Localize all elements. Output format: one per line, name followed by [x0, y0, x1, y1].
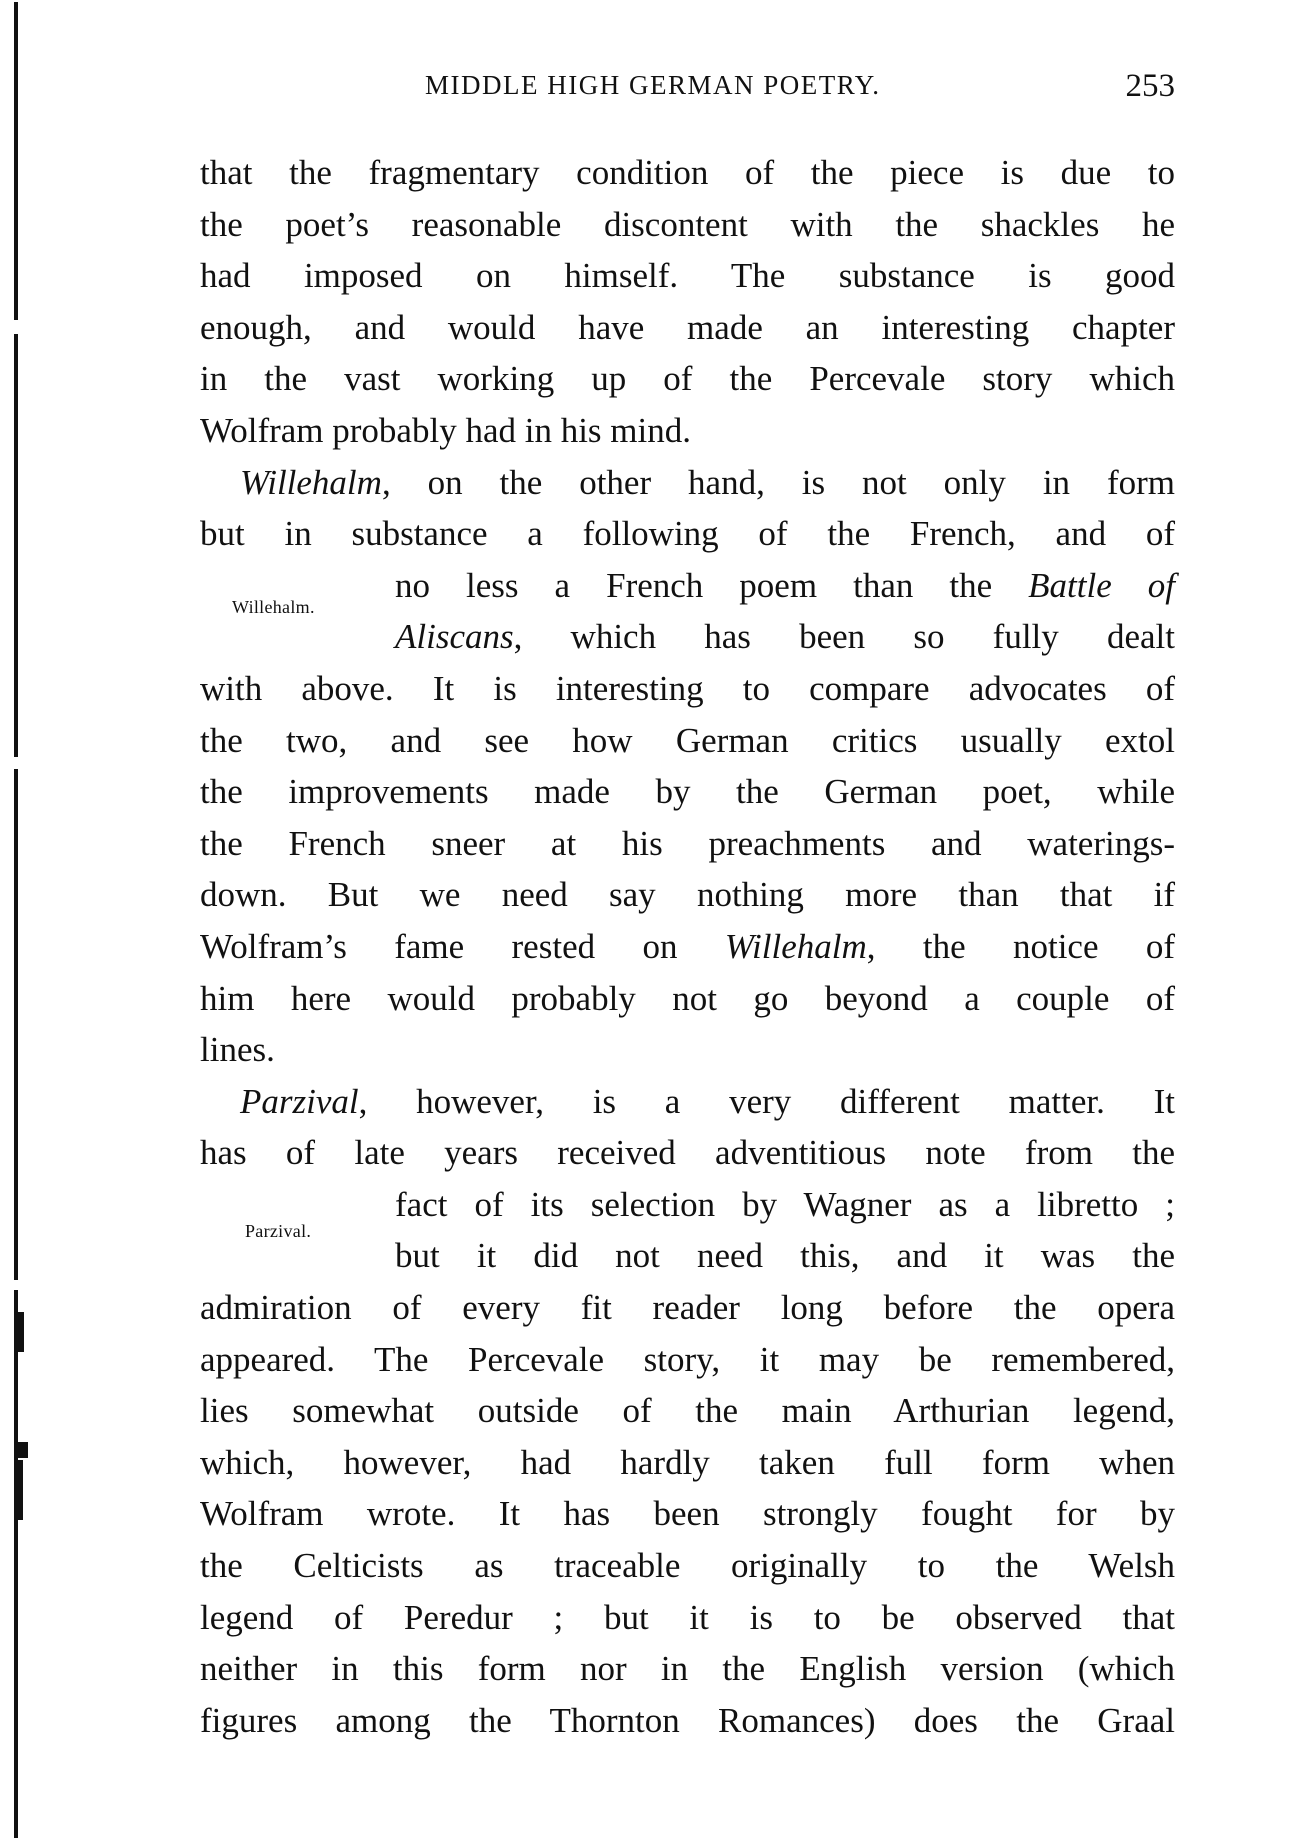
- text-line-content: [200, 715, 1175, 767]
- text-line-content: [200, 818, 1175, 870]
- italic-title: Willehalm: [724, 926, 867, 966]
- text-line-content: [200, 1488, 1175, 1540]
- text-line-content: [395, 1179, 1175, 1231]
- text-run: the poet’s reasonable discontent with the shackles he: [200, 204, 1175, 244]
- text-line: [200, 250, 1175, 302]
- text-run: figures among the Thornton Romances) does the Graal: [200, 1700, 1175, 1740]
- text-line: [200, 1076, 1175, 1128]
- binding-blot: [16, 1312, 24, 1352]
- text-run: with above. It is interesting to compare advocates of: [200, 668, 1175, 708]
- text-line-content: [200, 1385, 1175, 1437]
- text-line-content: [200, 508, 1175, 560]
- text-run: , on the other hand, is not only in form: [381, 462, 1175, 502]
- text-line-content: [200, 1437, 1175, 1489]
- text-line-content: [200, 353, 1175, 405]
- italic-title: Aliscans: [395, 617, 514, 657]
- text-line: [200, 147, 1175, 199]
- text-run: the two, and see how German critics usually extol: [200, 720, 1175, 760]
- text-run: neither in this form nor in the English version (which: [200, 1649, 1175, 1689]
- text-line: [200, 353, 1175, 405]
- text-line: [200, 1334, 1175, 1386]
- text-line: [200, 1230, 1175, 1282]
- text-run: the Celticists as traceable originally to the Welsh: [200, 1546, 1175, 1586]
- text-line-content: [200, 921, 1175, 973]
- text-line: [200, 869, 1175, 921]
- text-line: [200, 1179, 1175, 1231]
- text-line-content: [200, 1127, 1175, 1179]
- text-run: , the notice of: [866, 926, 1175, 966]
- text-line: [200, 457, 1175, 509]
- text-run: had imposed on himself. The substance is good: [200, 256, 1175, 296]
- text-line: [200, 1282, 1175, 1334]
- text-line: [200, 1540, 1175, 1592]
- italic-title: Battle of: [1028, 565, 1175, 605]
- text-line: [200, 1592, 1175, 1644]
- text-run: lies somewhat outside of the main Arthurian legend,: [200, 1391, 1175, 1431]
- text-line-content: [200, 302, 1175, 354]
- text-line: [200, 1385, 1175, 1437]
- text-line-content: [200, 1592, 1175, 1644]
- text-line: [200, 766, 1175, 818]
- text-run: Wolfram wrote. It has been strongly fought for by: [200, 1494, 1175, 1534]
- running-title: MIDDLE HIGH GERMAN POETRY.: [425, 70, 881, 100]
- text-run: in the vast working up of the Percevale story which: [200, 359, 1175, 399]
- text-line-content: [395, 611, 1175, 663]
- text-line: [200, 715, 1175, 767]
- text-line-content: [240, 1076, 1175, 1128]
- text-run: , which has been so fully dealt: [513, 617, 1175, 657]
- page-binding-edge: [14, 2, 18, 1838]
- binding-gap: [13, 757, 19, 769]
- text-line: [200, 1437, 1175, 1489]
- binding-blot: [16, 1442, 28, 1458]
- text-run: , however, is a very different matter. It: [358, 1081, 1175, 1121]
- text-run: has of late years received adventitious note from the: [200, 1133, 1175, 1173]
- text-run: Wolfram’s fame rested on: [200, 926, 725, 966]
- text-run: fact of its selection by Wagner as a libretto ;: [395, 1184, 1175, 1224]
- text-line-content: [200, 1643, 1175, 1695]
- text-line: [200, 921, 1175, 973]
- text-line-content: [395, 1230, 1175, 1282]
- text-line: [200, 199, 1175, 251]
- text-line-content: [240, 457, 1175, 509]
- text-line: [200, 508, 1175, 560]
- text-line: [200, 611, 1175, 663]
- text-line-content: [200, 250, 1175, 302]
- text-line: [200, 1695, 1175, 1747]
- text-run: legend of Peredur ; but it is to be observed that: [200, 1597, 1175, 1637]
- body-text: [200, 147, 1175, 1746]
- page-number: 253: [1125, 68, 1175, 104]
- text-run: which, however, had hardly taken full form when: [200, 1442, 1175, 1482]
- text-line: [200, 560, 1175, 612]
- text-line-content: [200, 663, 1175, 715]
- text-run: no less a French poem than the: [395, 565, 1029, 605]
- text-line-content: [200, 973, 1175, 1025]
- text-run: but it did not need this, and it was the: [395, 1236, 1175, 1276]
- text-line: [200, 818, 1175, 870]
- binding-gap: [13, 1280, 19, 1290]
- text-line-content: [200, 199, 1175, 251]
- text-line: [200, 302, 1175, 354]
- text-run: but in substance a following of the French, and of: [200, 514, 1175, 554]
- text-line-content: [200, 1334, 1175, 1386]
- text-line-content: [200, 766, 1175, 818]
- text-line-content: [200, 147, 1175, 199]
- text-line-content: [200, 1024, 1175, 1076]
- text-run: the improvements made by the German poet, while: [200, 772, 1175, 812]
- text-line: [200, 663, 1175, 715]
- text-line: [200, 1488, 1175, 1540]
- text-line: [200, 1127, 1175, 1179]
- text-run: enough, and would have made an interesting chapter: [200, 307, 1175, 347]
- text-run: admiration of every fit reader long before the opera: [200, 1288, 1175, 1328]
- text-run: appeared. The Percevale story, it may be remembered,: [200, 1339, 1175, 1379]
- italic-title: Willehalm: [240, 462, 382, 502]
- text-line: [200, 1024, 1175, 1076]
- text-run: that the fragmentary condition of the piece is due to: [200, 153, 1175, 192]
- text-line-content: [200, 869, 1175, 921]
- binding-gap: [13, 320, 19, 334]
- text-line-content: [200, 1695, 1175, 1747]
- sidenote-willehalm: Willehalm.: [232, 597, 315, 617]
- binding-blot: [16, 1460, 23, 1520]
- text-line-content: [395, 560, 1175, 612]
- text-run: down. But we need say nothing more than that if: [200, 875, 1175, 915]
- text-run: Wolfram probably had in his mind.: [200, 410, 691, 450]
- text-line: [200, 1643, 1175, 1695]
- italic-title: Parzival: [240, 1081, 359, 1121]
- text-line-content: [200, 405, 1175, 457]
- sidenote-parzival: Parzival.: [245, 1221, 312, 1241]
- text-line-content: [200, 1282, 1175, 1334]
- text-line: [200, 973, 1175, 1025]
- text-run: lines.: [200, 1030, 275, 1070]
- text-run: the French sneer at his preachments and waterings-: [200, 823, 1175, 863]
- text-run: him here would probably not go beyond a couple of: [200, 978, 1175, 1018]
- running-head: [200, 70, 1175, 102]
- text-line: [200, 405, 1175, 457]
- text-line-content: [200, 1540, 1175, 1592]
